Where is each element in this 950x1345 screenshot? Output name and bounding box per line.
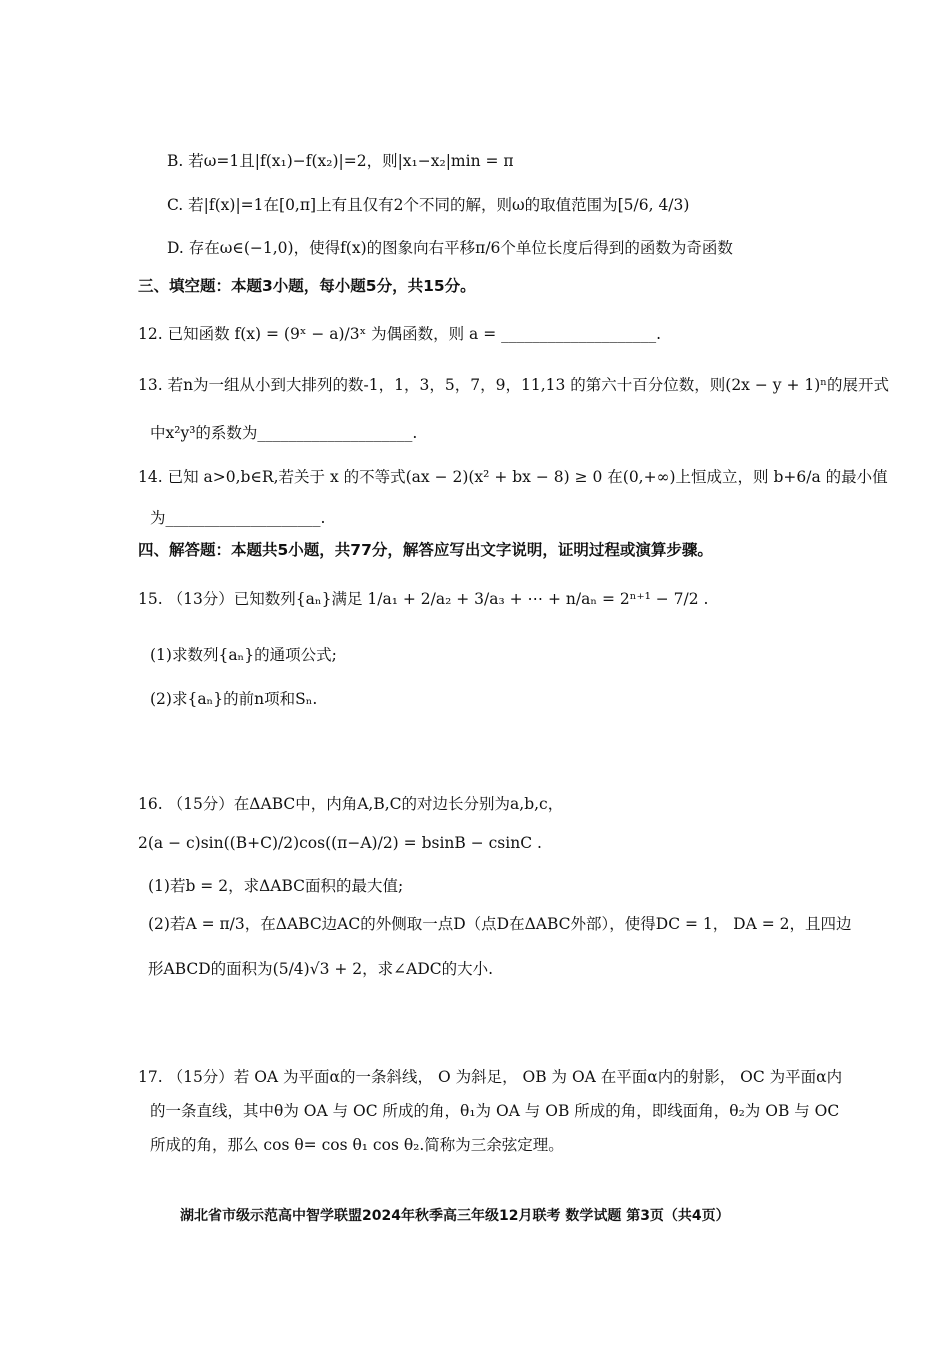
page-footer: 湖北省市级示范高中智学联盟2024年秋季高三年级12月联考 数学试题 第3页（共4页）: [180, 1208, 730, 1224]
question-12: 12. 已知函数 f(x) = (9ˣ − a)/3ˣ 为偶函数，则 a = ____________________.: [138, 325, 662, 343]
question-14-line2: 为____________________.: [150, 509, 326, 527]
question-16-part1: (1)若b = 2，求ΔABC面积的最大值;: [148, 877, 404, 895]
question-17-line1: 17. （15分）若 OA 为平面α的一条斜线， O 为斜足， OB 为 OA 在平面α内的射影， OC 为平面α内: [138, 1068, 843, 1086]
section-4-heading: 四、解答题：本题共5小题，共77分，解答应写出文字说明，证明过程或演算步骤。: [138, 541, 713, 559]
question-16-equation: 2(a − c)sin((B+C)/2)cos((π−A)/2) = bsinB − csinC .: [138, 834, 542, 852]
option-d: D. 存在ω∈(−1,0)，使得f(x)的图象向右平移π/6个单位长度后得到的函数为奇函数: [167, 239, 733, 257]
question-13-line2: 中x²y³的系数为____________________.: [150, 424, 418, 442]
question-15-part1: (1)求数列{aₙ}的通项公式;: [150, 646, 337, 664]
option-b: B. 若ω=1且|f(x₁)−f(x₂)|=2，则|x₁−x₂|min = π: [167, 152, 514, 170]
question-16: 16. （15分）在ΔABC中，内角A,B,C的对边长分别为a,b,c，: [138, 795, 564, 813]
option-c: C. 若|f(x)|=1在[0,π]上有且仅有2个不同的解，则ω的取值范围为[5/6, 4/3): [167, 196, 690, 214]
section-3-heading: 三、填空题：本题3小题，每小题5分，共15分。: [138, 277, 476, 295]
question-15: 15. （13分）已知数列{aₙ}满足 1/a₁ + 2/a₂ + 3/a₃ + ⋯ + n/aₙ = 2ⁿ⁺¹ − 7/2 .: [138, 590, 709, 608]
question-14-line1: 14. 已知 a>0,b∈R,若关于 x 的不等式(ax − 2)(x² + bx − 8) ≥ 0 在(0,+∞)上恒成立，则 b+6/a 的最小值: [138, 468, 888, 486]
question-17-line3: 所成的角，那么 cos θ= cos θ₁ cos θ₂.简称为三余弦定理。: [150, 1136, 564, 1154]
question-16-part2-line2: 形ABCD的面积为(5/4)√3 + 2，求∠ADC的大小.: [148, 960, 494, 978]
question-15-part2: (2)求{aₙ}的前n项和Sₙ.: [150, 690, 318, 708]
question-13-line1: 13. 若n为一组从小到大排列的数-1，1，3，5，7，9，11,13 的第六十百分位数，则(2x − y + 1)ⁿ的展开式: [138, 376, 889, 394]
question-16-part2-line1: (2)若A = π/3，在ΔABC边AC的外侧取一点D（点D在ΔABC外部），使得DC = 1， DA = 2，且四边: [148, 915, 852, 933]
question-17-line2: 的一条直线，其中θ为 OA 与 OC 所成的角，θ₁为 OA 与 OB 所成的角，即线面角，θ₂为 OB 与 OC: [150, 1102, 840, 1120]
